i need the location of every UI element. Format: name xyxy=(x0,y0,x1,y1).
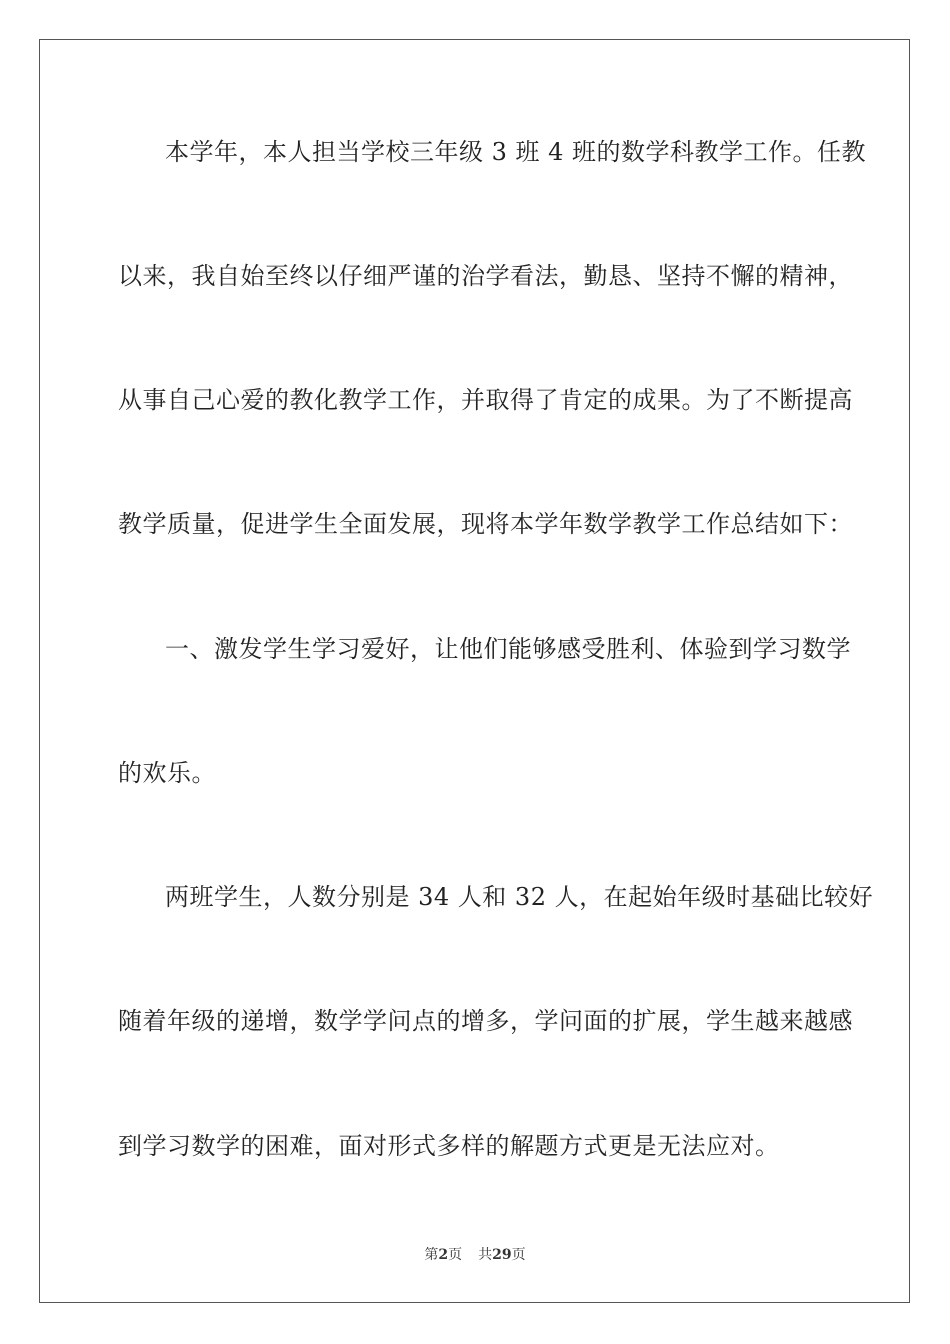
total-suffix: 页 xyxy=(511,1247,526,1263)
paragraph-line-1: 本学年，本人担当学校三年级 3 班 4 班的数学科教学工作。任教 xyxy=(165,138,867,166)
section-heading-line-1: 一、激发学生学习爱好，让他们能够感受胜利、体验到学习数学 xyxy=(165,635,851,663)
page-prefix: 第 xyxy=(424,1247,439,1263)
paragraph-line-3: 从事自己心爱的教化教学工作，并取得了肯定的成果。为了不断提高 xyxy=(118,386,853,414)
page-number: 2 xyxy=(438,1247,449,1263)
paragraph-line-6: 随着年级的递增，数学学问点的增多，学问面的扩展，学生越来越感 xyxy=(118,1007,853,1035)
total-pages: 29 xyxy=(492,1247,512,1263)
paragraph-line-5: 两班学生，人数分别是 34 人和 32 人，在起始年级时基础比较好 xyxy=(165,883,874,911)
page-footer xyxy=(0,1246,950,1264)
paragraph-line-2: 以来，我自始至终以仔细严谨的治学看法，勤恳、坚持不懈的精神， xyxy=(118,262,853,290)
page-suffix: 页 xyxy=(448,1247,463,1263)
page-border xyxy=(39,39,910,1303)
section-heading-line-2: 的欢乐。 xyxy=(118,759,216,787)
total-prefix: 共 xyxy=(478,1247,493,1263)
paragraph-line-7: 到学习数学的困难，面对形式多样的解题方式更是无法应对。 xyxy=(118,1132,780,1160)
paragraph-line-4: 教学质量，促进学生全面发展，现将本学年数学教学工作总结如下： xyxy=(118,510,853,538)
